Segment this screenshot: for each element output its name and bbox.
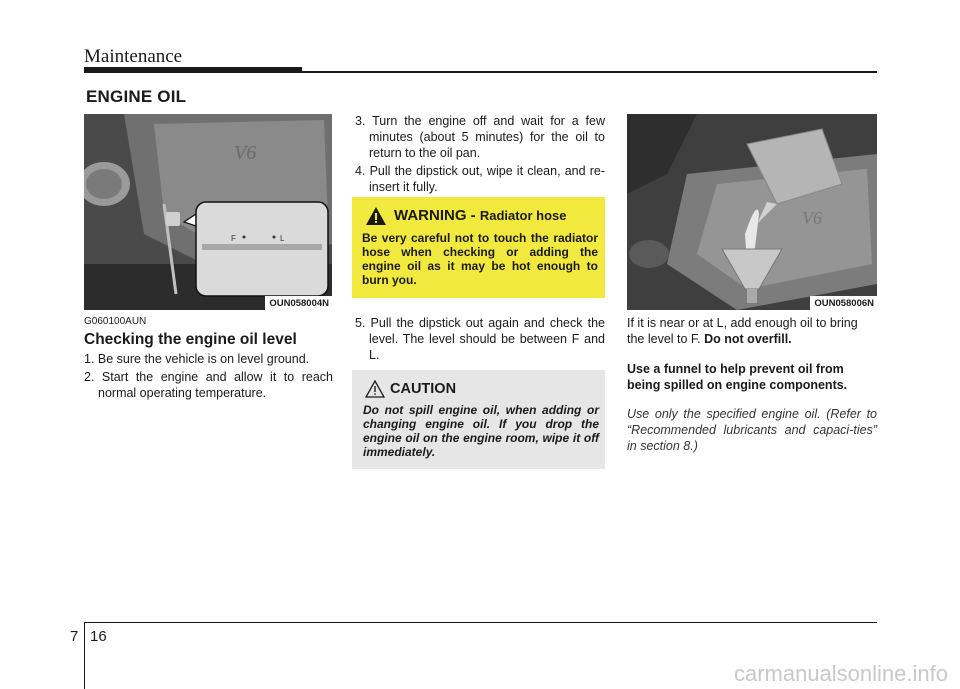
caution-title: CAUTION (390, 381, 457, 397)
warning-sublabel: Radiator hose (479, 208, 567, 223)
footer-rule (84, 622, 877, 623)
oil-funnel-illustration (627, 114, 877, 310)
step-3: 3. Turn the engine off and wait for a few minutes (about 5 minutes) for the oil to return to the oil pan. (355, 114, 605, 160)
engine-dipstick-figure (84, 114, 332, 310)
page-header-title: Maintenance (84, 46, 183, 67)
subsection-heading: Checking the engine oil level (84, 331, 297, 348)
header-rule-thick (84, 67, 302, 73)
section-code: G060100AUN (84, 316, 147, 327)
warning-label: WARNING - (394, 207, 480, 224)
paragraph-add-oil-bold: Do not overfill. (704, 332, 792, 346)
engine-dipstick-illustration (84, 114, 332, 310)
warning-text: Be very careful not to touch the radiator hose when checking or adding the engine oil as it may be hot enough to burn you. (362, 231, 598, 287)
step-5: 5. Pull the dipstick out again and check the level. The level should be between F and L. (355, 316, 605, 362)
section-title: ENGINE OIL (86, 87, 187, 106)
paragraph-funnel: Use a funnel to help prevent oil from being spilled on engine components. (627, 362, 848, 392)
svg-text:V6: V6 (802, 208, 822, 228)
steps-list-col1 (84, 351, 333, 403)
dipstick-mark-f: F (231, 234, 236, 243)
paragraph-add-oil-text: If it is near or at L, add enough oil to bring the level to F. (627, 316, 858, 346)
step-5-block (355, 315, 605, 365)
oil-funnel-figure (627, 114, 877, 310)
caution-triangle-icon (365, 380, 385, 398)
warning-box (352, 197, 605, 298)
chapter-number: 7 (70, 628, 79, 645)
footer-divider (84, 622, 85, 689)
figure-caption-left: OUN058004N (265, 296, 332, 310)
page-number: 16 (90, 628, 107, 645)
header-rule-thin (300, 71, 877, 73)
step-2: 2. Start the engine and allow it to reach normal operating temperature. (84, 370, 333, 400)
steps-list-col2 (355, 113, 605, 197)
warning-triangle-icon (365, 206, 387, 226)
figure-caption-right: OUN058006N (810, 296, 877, 310)
caution-box (352, 370, 605, 469)
paragraph-specified-oil: Use only the specified engine oil. (Refer to “Recommended lubricants and capaci-ties” in section 8.) (627, 407, 877, 453)
warning-title (394, 207, 567, 224)
caution-text: Do not spill engine oil, when adding or changing engine oil. If you drop the engine oil on the engine room, wipe it off immediately. (363, 403, 599, 459)
svg-text:V6: V6 (234, 142, 257, 164)
dipstick-mark-l: L (280, 234, 285, 243)
step-1: 1. Be sure the vehicle is on level ground. (84, 352, 310, 366)
step-4: 4. Pull the dipstick out, wipe it clean, and re-insert it fully. (355, 164, 605, 194)
watermark: carmanualsonline.info (733, 661, 948, 686)
paragraph-add-oil (627, 315, 877, 347)
